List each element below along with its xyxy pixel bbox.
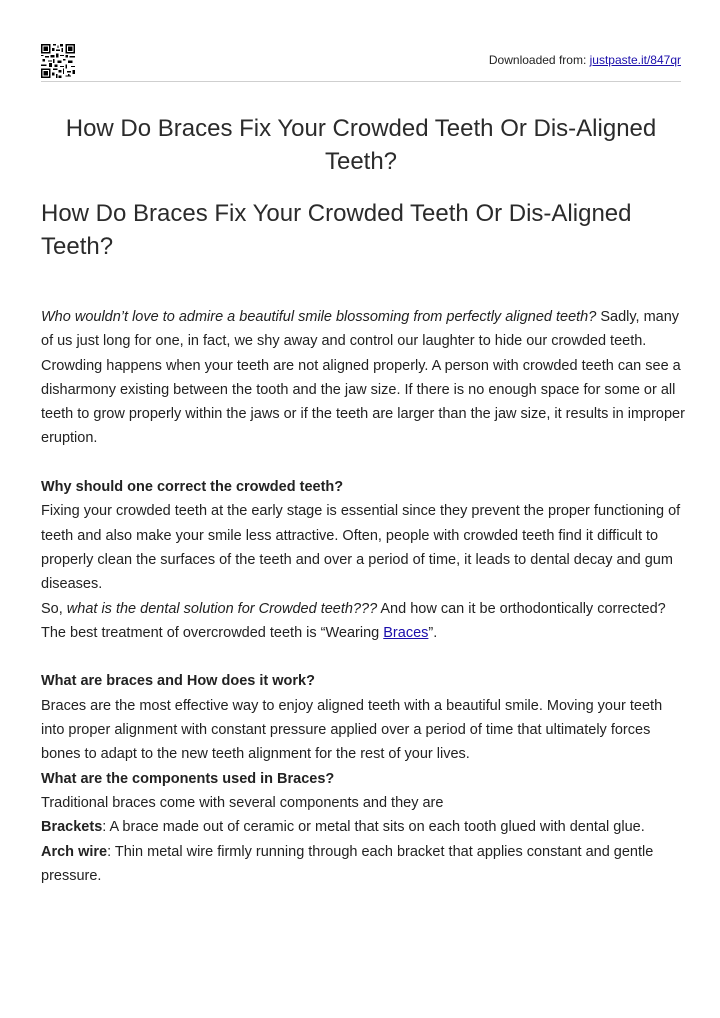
so-prefix: So,	[41, 600, 67, 617]
best-suffix: ”.	[428, 624, 438, 641]
components-heading: What are the components used in Braces?	[41, 770, 335, 787]
what-heading: What are braces and How does it work?	[41, 673, 315, 690]
so-paragraph	[41, 597, 686, 621]
brackets-term: Brackets	[41, 819, 103, 836]
best-paragraph	[41, 621, 686, 645]
downloaded-from	[489, 53, 681, 67]
header-divider	[41, 81, 681, 82]
braces-link[interactable]: Braces	[383, 624, 429, 641]
so-italic: what is the dental solution for Crowded teeth???	[66, 600, 378, 617]
components-paragraph: Traditional braces come with several components and they are	[41, 794, 444, 811]
page-header	[41, 41, 681, 82]
qr-code-icon	[41, 44, 75, 78]
brackets-definition: : A brace made out of ceramic or metal that sits on each tooth glued with dental glue.	[102, 819, 645, 836]
intro-rest: Sadly, many of us just long for one, in fact, we shy away and control our laughter to hide our crowded teeth.	[41, 309, 680, 350]
crowding-paragraph: Crowding happens when your teeth are not aligned properly. A person with crowded teeth can see a disharmony existing between the tooth and the jaw size. If there is no enough space for some or all teeth to grow properly within the jaws or if the teeth are larger than the jaw size, it results in improper eruption.	[41, 357, 685, 447]
article-heading: How Do Braces Fix Your Crowded Teeth Or Dis-Aligned Teeth?	[41, 200, 632, 260]
why-paragraph: Fixing your crowded teeth at the early stage is essential since they prevent the proper functioning of teeth and also make your smile less attractive. Often, people with crowded teeth find it difficult to properly clean the surfaces of the teeth and over a period of time, it leads to dental decay and gum diseases.	[41, 503, 681, 593]
intro-italic: Who wouldn’t love to admire a beautiful smile blossoming from perfectly aligned teeth?	[41, 309, 597, 325]
archwire-term: Arch wire	[41, 843, 108, 860]
brackets-item	[41, 815, 686, 839]
what-paragraph: Braces are the most effective way to enjoy aligned teeth with a beautiful smile. Moving your teeth into proper alignment with constant pressure applied over a period of time that ultimately forces bones to adapt to the new teeth alignment for the rest of your lives.	[41, 697, 663, 763]
archwire-definition: : Thin metal wire firmly running through each bracket that applies constant and gentle pressure.	[41, 843, 654, 884]
best-prefix: The best treatment of overcrowded teeth is “Wearing	[41, 624, 384, 641]
document-title: How Do Braces Fix Your Crowded Teeth Or Dis-Aligned Teeth?	[65, 115, 657, 175]
so-rest: And how can it be orthodontically corrected?	[377, 600, 666, 617]
intro-paragraph	[41, 305, 686, 354]
why-heading: Why should one correct the crowded teeth?	[41, 479, 344, 496]
article-body	[41, 305, 686, 888]
archwire-item	[41, 840, 686, 889]
downloaded-label: Downloaded from:	[488, 53, 590, 67]
source-link[interactable]: justpaste.it/847qr	[589, 53, 681, 67]
